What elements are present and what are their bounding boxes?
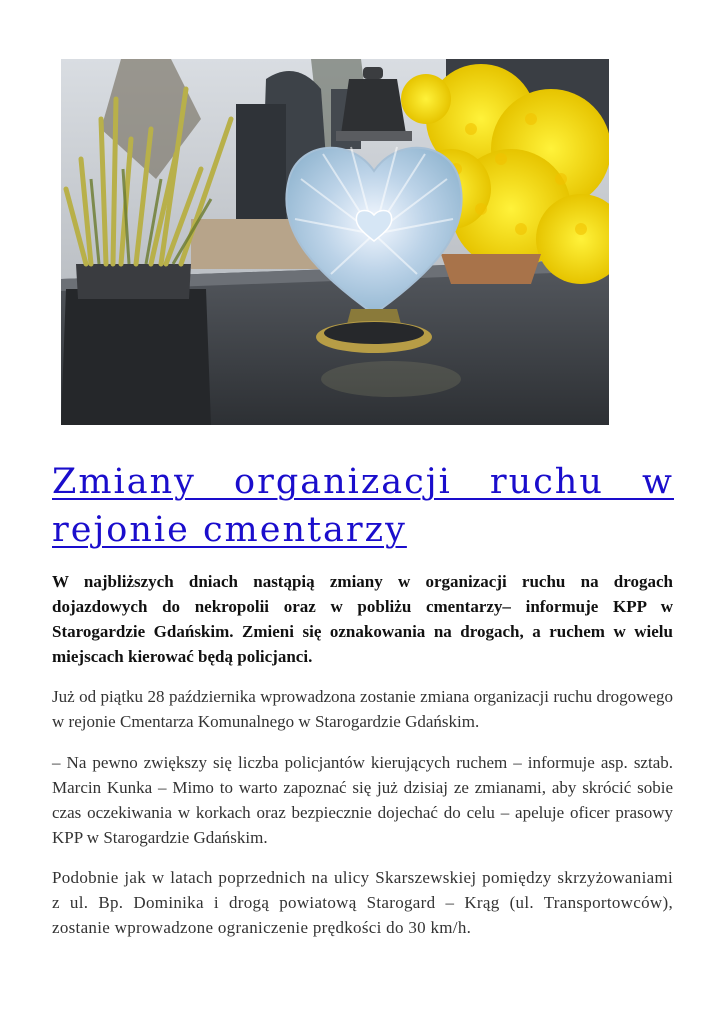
- article-title-link[interactable]: Zmiany organizacji ruchu w rejonie cmentarzy: [52, 462, 674, 550]
- article-title[interactable]: [52, 458, 674, 554]
- article-lead: W najbliższych dniach nastąpią zmiany w organizacji ruchu na drogach dojazdowych do nekropolii oraz w pobliżu cmentarzy– informuje KPP w Starogardzie Gdańskim. Zmieni się oznakowania na drogach, a ruchem w wielu miejscach kierować będą policjanci.: [52, 572, 673, 666]
- article-paragraph-1: Już od piątku 28 października wprowadzona zostanie zmiana organizacji ruchu drogowego w rejonie Cmentarza Komunalnego w Starogardzie Gdańskim.: [52, 687, 673, 731]
- article-paragraph-2: – Na pewno zwiększy się liczba policjantów kierujących ruchem – informuje asp. sztab. Marcin Kunka – Mimo to warto zapoznać się już dzisiaj ze zmianami, aby skrócić sobie czas oczekiwania w korkach oraz bezpiecznie dojechać do celu – apeluje oficer prasowy KPP w Starogardzie Gdańskim.: [52, 753, 673, 847]
- cemetery-candle-image: [61, 59, 609, 425]
- article-paragraph-3: Podobnie jak w latach poprzednich na ulicy Skarszewskiej pomiędzy skrzyżowaniami z ul. Bp. Dominika i drogą powiatową Starogard – Krąg (ul. Transportowców), zostanie wprowadzone ograniczenie prędkości do 30 km/h.: [52, 868, 673, 937]
- article-photo: [61, 59, 609, 425]
